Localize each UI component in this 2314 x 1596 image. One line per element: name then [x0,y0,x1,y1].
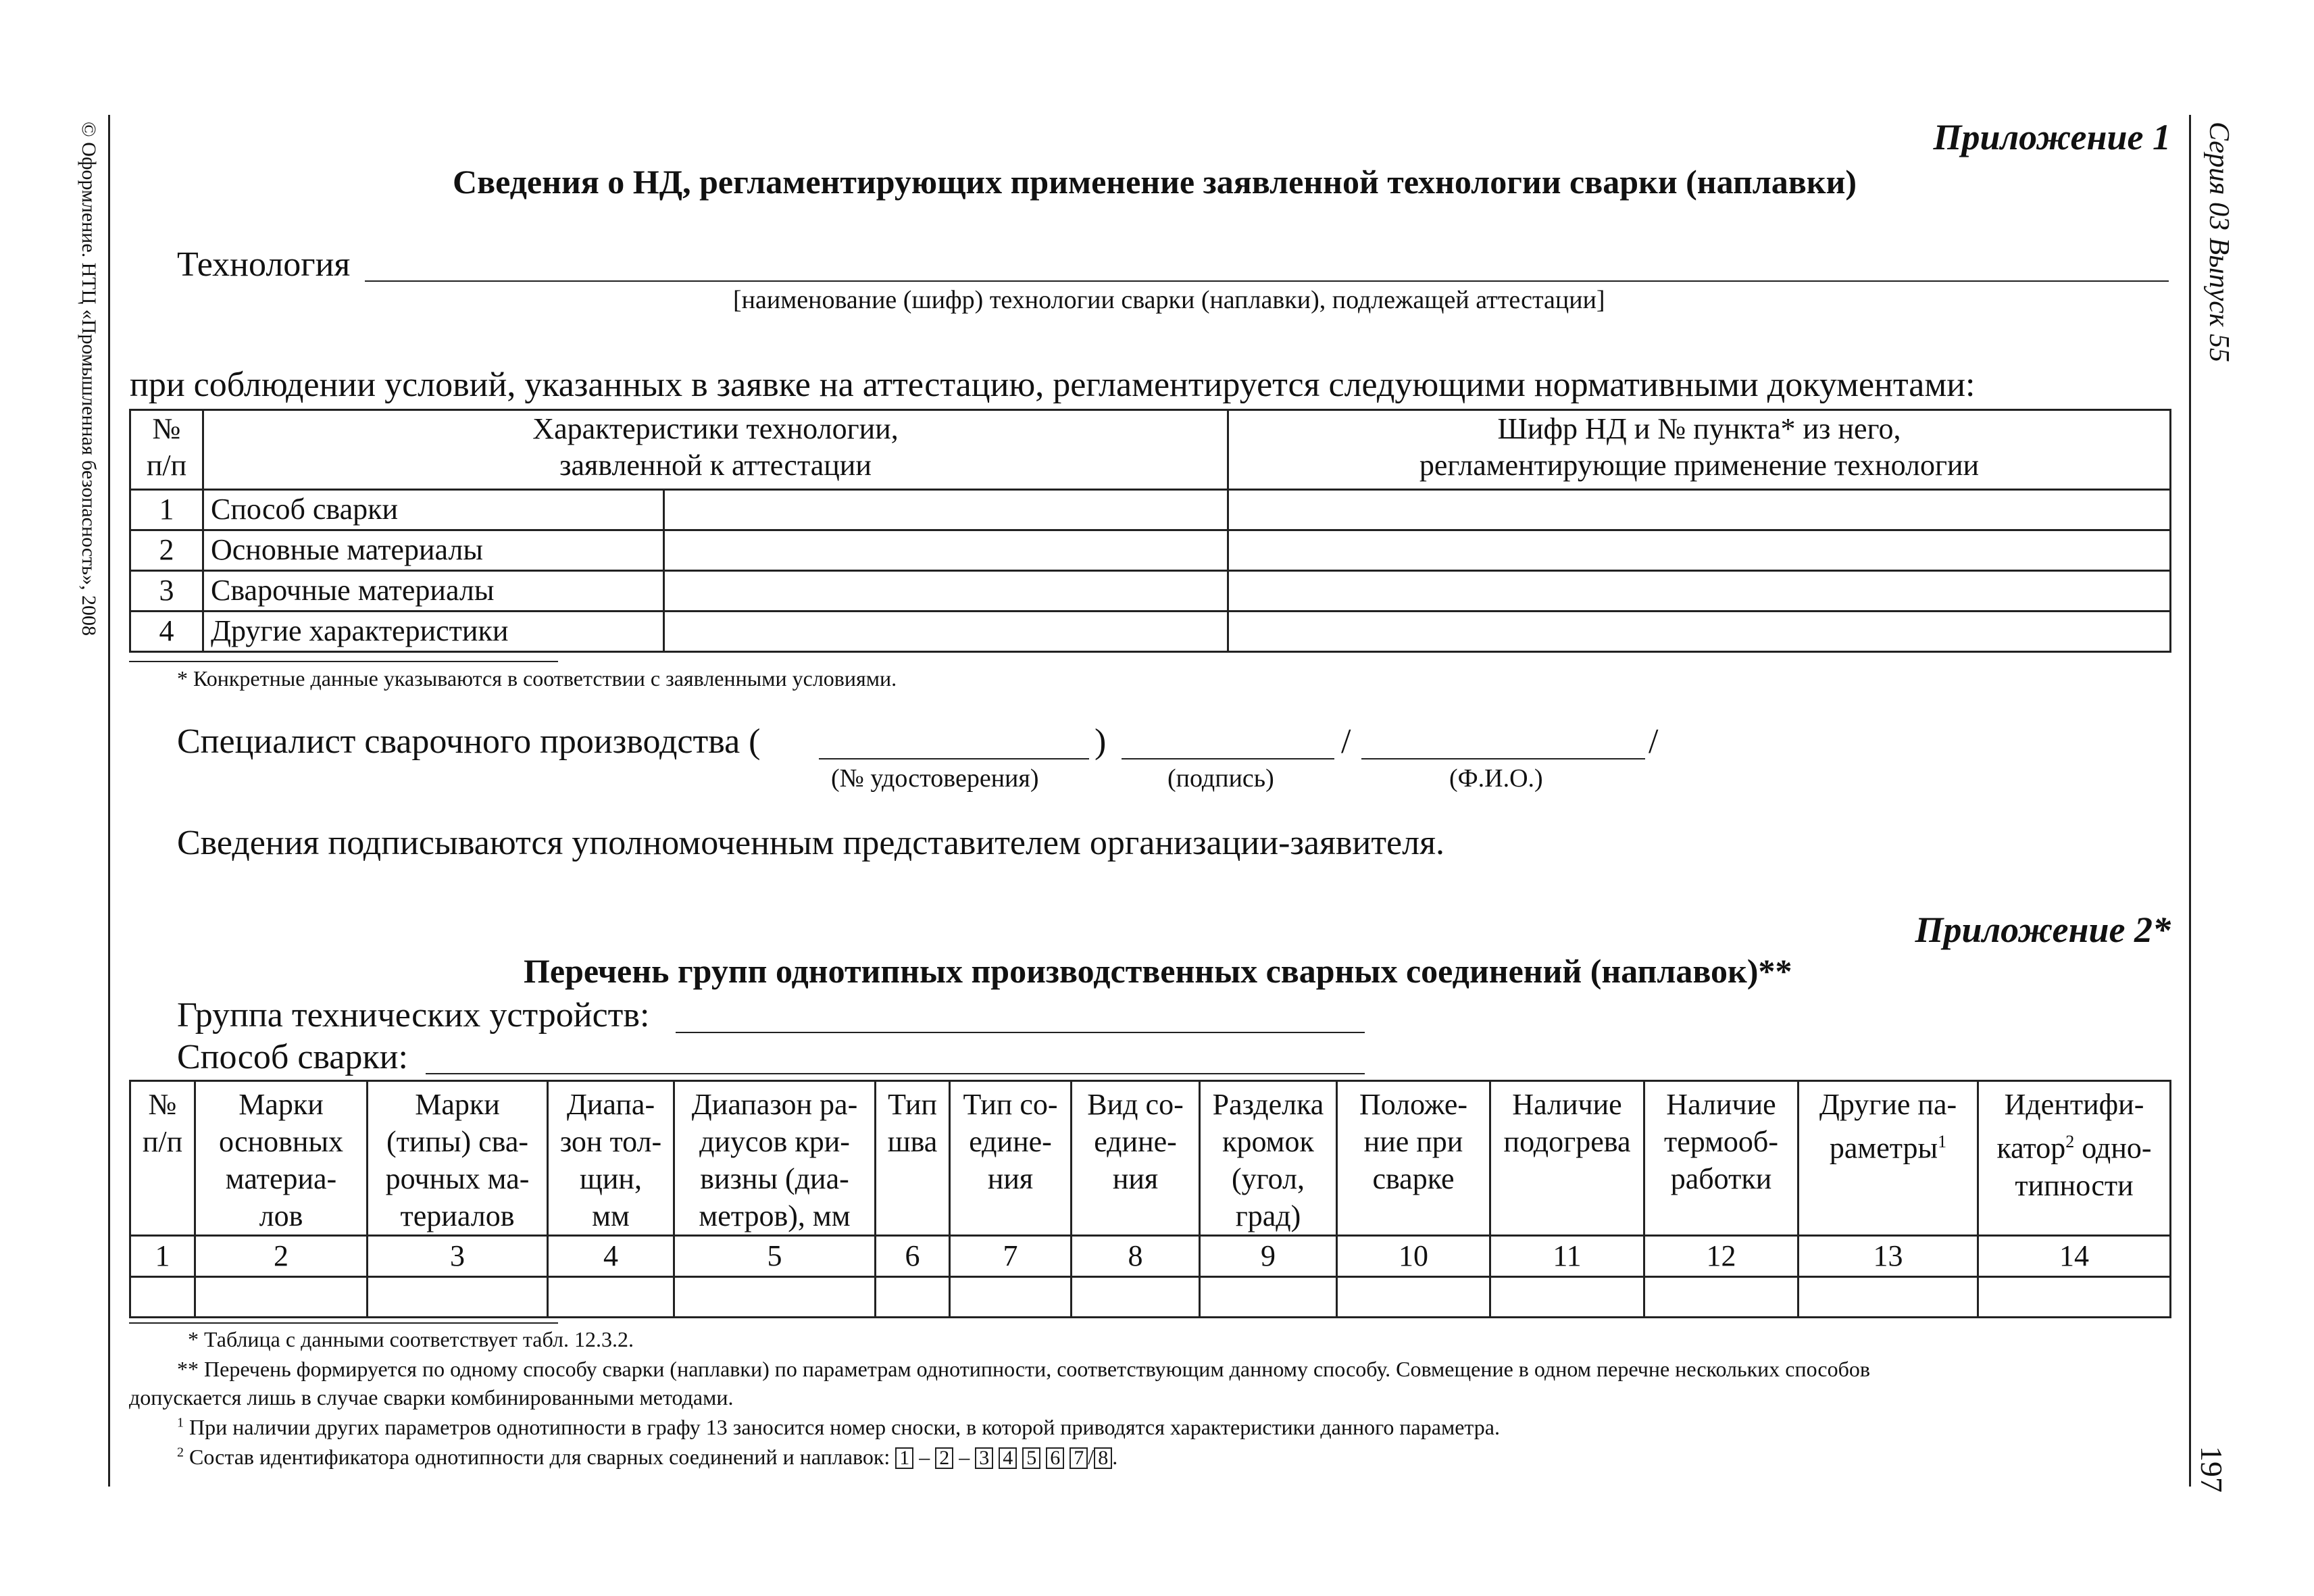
col-head-identifier: Идентифи- катор$^2$ одно- типности [1978,1081,2171,1236]
page-number: 197 [2194,1446,2229,1493]
empty-cell[interactable] [950,1277,1072,1318]
col-head-weld-materials: Марки (типы) сва- рочных ма- териалов [368,1081,548,1236]
empty-cell[interactable] [368,1277,548,1318]
col-number: 14 [1978,1236,2171,1277]
signed-note: Сведения подписываются уполномоченным представителем организации-заявителя. [177,824,1444,862]
right-margin-rule [2189,115,2191,1487]
copyright-note: © Оформление. НТЦ «Промышленная безопасность», 2008 [78,122,100,636]
nd-head-no: № п/п [130,410,203,490]
method-label: Способ сварки: [177,1038,408,1076]
col-number: 13 [1799,1236,1978,1277]
row-code-cell[interactable] [1228,530,2171,571]
row-code-cell[interactable] [1228,571,2171,612]
col-number: 12 [1644,1236,1799,1277]
row-label: Основные материалы [203,530,664,571]
col-number: 10 [1337,1236,1490,1277]
col-number: 6 [876,1236,950,1277]
col-number: 9 [1200,1236,1337,1277]
row-code-cell[interactable] [1228,612,2171,652]
name-field[interactable] [1361,758,1645,759]
table-row [130,612,2171,652]
col-number: 3 [368,1236,548,1277]
row-label: Сварочные материалы [203,571,664,612]
row-code-cell[interactable] [1228,490,2171,530]
empty-cell[interactable] [1337,1277,1490,1318]
groups-empty-row [130,1277,2171,1318]
id-box: 7 [1070,1447,1088,1469]
empty-cell[interactable] [1072,1277,1200,1318]
groups-number-row [130,1236,2171,1277]
specialist-label: Специалист сварочного производства ( [177,722,761,761]
footnote-rule [129,661,558,662]
id-box: 5 [1022,1447,1040,1469]
col-number: 8 [1072,1236,1200,1277]
footnote-list-rule: ** Перечень формируется по одному способу сварки (наплавки) по параметрам однотипности, соответствующим данному способу. Совмещение в одном перечне нескольких способов [177,1357,1870,1381]
col-head-preheat: Наличие подогрева [1490,1081,1644,1236]
footnote-other-params: $^1$ При наличии других параметров однотипности в графу 13 заносится номер сноски, в которой приводятся характеристики данного параметра. [177,1415,1500,1439]
table-row [130,571,2171,612]
caption-certificate: (№ удостоверения) [831,764,1039,793]
empty-cell[interactable] [876,1277,950,1318]
empty-cell[interactable] [1490,1277,1644,1318]
col-number: 7 [950,1236,1072,1277]
row-value-cell[interactable] [664,571,1228,612]
footnote-identifier: $^2$ Состав идентификатора однотипности для сварных соединений и наплавок: 1 – 2 – 3 4 5 6 7 / 8 . [177,1445,1118,1469]
row-number: 3 [130,571,203,612]
appendix1-footnote: * Конкретные данные указываются в соответствии с заявленными условиями. [177,666,897,691]
row-value-cell[interactable] [664,612,1228,652]
caption-name: (Ф.И.О.) [1449,764,1543,793]
empty-cell[interactable] [1644,1277,1799,1318]
col-head-heat-treatment: Наличие термооб- работки [1644,1081,1799,1236]
footnote-table-ref: * Таблица с данными соответствует табл. 12.3.2. [188,1327,634,1351]
row-value-cell[interactable] [664,490,1228,530]
empty-cell[interactable] [1978,1277,2171,1318]
row-number: 4 [130,612,203,652]
col-head-joint-kind: Вид со- едине- ния [1072,1081,1200,1236]
group-label: Группа технических устройств: [177,996,650,1034]
appendix1-label: Приложение 1 [1933,117,2171,157]
col-head-position: Положе- ние при сварке [1337,1081,1490,1236]
row-number: 1 [130,490,203,530]
footnote-list-rule-cont: допускается лишь в случае сварки комбинированными методами. [129,1385,734,1410]
appendix2-label: Приложение 2* [1915,909,2171,950]
col-number: 5 [674,1236,876,1277]
specialist-slash-1: / [1341,722,1351,761]
series-label: Серия 03 Выпуск 55 [2203,122,2234,362]
caption-signature: (подпись) [1167,764,1274,793]
row-value-cell[interactable] [664,530,1228,571]
nd-head-char: Характеристики технологии, заявленной к аттестации [203,410,1228,490]
id-box: 8 [1094,1447,1112,1469]
groups-table [129,1080,2171,1318]
empty-cell[interactable] [674,1277,876,1318]
empty-cell[interactable] [1200,1277,1337,1318]
col-head-joint-type: Тип со- едине- ния [950,1081,1072,1236]
groups-header-row [130,1081,2171,1236]
group-field[interactable] [676,1032,1365,1033]
row-number: 2 [130,530,203,571]
col-number: 2 [195,1236,368,1277]
certificate-field[interactable] [819,758,1089,759]
id-box: 6 [1046,1447,1064,1469]
specialist-slash-2: / [1649,722,1659,761]
id-box: 2 [935,1447,953,1469]
signature-field[interactable] [1122,758,1334,759]
empty-cell[interactable] [548,1277,674,1318]
empty-cell[interactable] [1799,1277,1978,1318]
col-number: 1 [130,1236,195,1277]
id-box: 4 [999,1447,1017,1469]
specialist-close-paren: ) [1095,722,1107,761]
technology-label: Технология [177,245,351,284]
id-box: 1 [895,1447,913,1469]
footnote-rule-2 [129,1322,558,1324]
appendix1-title: Сведения о НД, регламентирующих применение заявленной технологии сварки (наплавки) [453,163,1857,201]
id-box: 3 [975,1447,993,1469]
col-number: 11 [1490,1236,1644,1277]
appendix1-intro: при соблюдении условий, указанных в заявке на аттестацию, регламентируется следующими нормативными документами: [130,366,1976,404]
col-head-base-materials: Марки основных материа- лов [195,1081,368,1236]
col-head-radius: Диапазон ра- диусов кри- визны (диа- метров), мм [674,1081,876,1236]
col-head-seam-type: Тип шва [876,1081,950,1236]
col-number: 4 [548,1236,674,1277]
row-label: Другие характеристики [203,612,664,652]
empty-cell[interactable] [130,1277,195,1318]
method-field[interactable] [426,1073,1365,1074]
nd-head-code: Шифр НД и № пункта* из него, регламентирующие применение технологии [1228,410,2171,490]
col-head-edge-prep: Разделка кромок (угол, град) [1200,1081,1337,1236]
col-head-other-params: Другие па- раметры$^1$ [1799,1081,1978,1236]
table-row [130,530,2171,571]
col-head-thickness: Диапа- зон тол- щин, мм [548,1081,674,1236]
col-head-no: № п/п [130,1081,195,1236]
row-label: Способ сварки [203,490,664,530]
technology-field[interactable] [365,280,2169,282]
empty-cell[interactable] [195,1277,368,1318]
appendix2-title: Перечень групп однотипных производственных сварных соединений (наплавок)** [524,952,1792,990]
nd-table [129,409,2171,653]
table-row [130,490,2171,530]
technology-hint: [наименование (шифр) технологии сварки (наплавки), подлежащей аттестации] [733,286,1605,314]
left-margin-rule [108,115,110,1487]
